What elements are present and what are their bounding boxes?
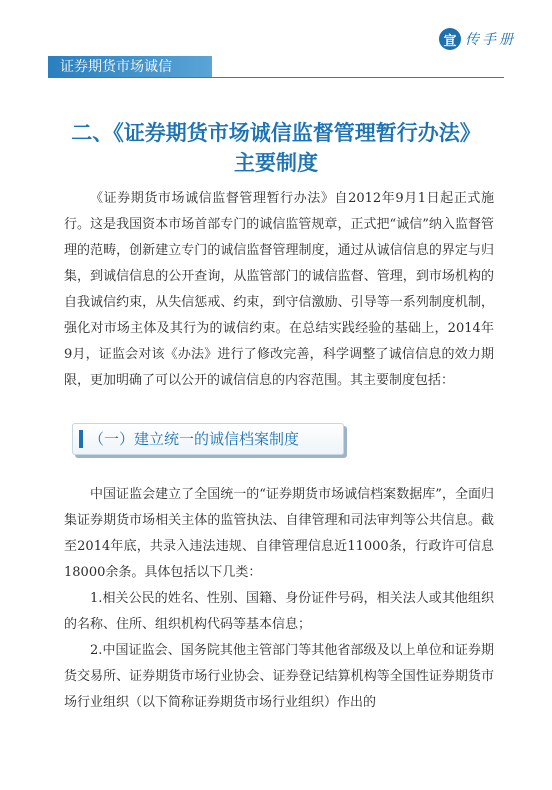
logo-text: 传手册: [465, 32, 516, 48]
header-divider: [48, 77, 504, 78]
header-band: 证券期货市场诚信: [48, 56, 212, 78]
section-accent-bar: [79, 430, 83, 448]
logo-mark-icon: 宣: [439, 28, 461, 50]
title-line-1: 二、《证券期货市场诚信监督管理暂行办法》: [71, 121, 481, 145]
section-paragraph: 中国证监会建立了全国统一的“证券期货市场诚信档案数据库”，全面归集证券期货市场相关主体的监管执法、自律管理和司法审判等公共信息。截至2014年底，共录入违法违规、自律管理信息近11000条，行政许可信息18000余条。具体包括以下几类：: [64, 487, 494, 580]
title-line-2: 主要制度: [234, 151, 318, 175]
header-logo: [439, 28, 516, 50]
intro-paragraph: 《证券期货市场诚信监督管理暂行办法》自2012年9月1日起正式施行。这是我国资本市场首部专门的诚信监管规章，正式把“诚信”纳入监督管理的范畴，创新建立专门的诚信监督管理制度，通过从诚信信息的界定与归集，到诚信信息的公开查询，从监管部门的诚信监督、管理，到市场机构的自我诚信约束，从失信惩戒、约束，到守信激励、引导等一系列制度机制，强化对市场主体及其行为的诚信约束。在总结实践经验的基础上，2014年9月，证监会对该《办法》进行了修改完善，科学调整了诚信信息的效力期限，更加明确了可以公开的诚信信息的内容范围。其主要制度包括：: [64, 191, 494, 388]
page-title: [48, 118, 504, 178]
list-item: 2.中国证监会、国务院其他主管部门等其他省部级及以上单位和证券期货交易所、证券期货市场行业协会、证券登记结算机构等全国性证券期货市场行业组织（以下简称证券期货市场行业组织）作出的: [64, 643, 494, 710]
list-item: 1.相关公民的姓名、性别、国籍、身份证件号码，相关法人或其他组织的名称、住所、组织机构代码等基本信息；: [64, 591, 494, 632]
section-title: （一）建立统一的诚信档案制度: [89, 430, 300, 448]
section-heading-box: [72, 423, 344, 455]
